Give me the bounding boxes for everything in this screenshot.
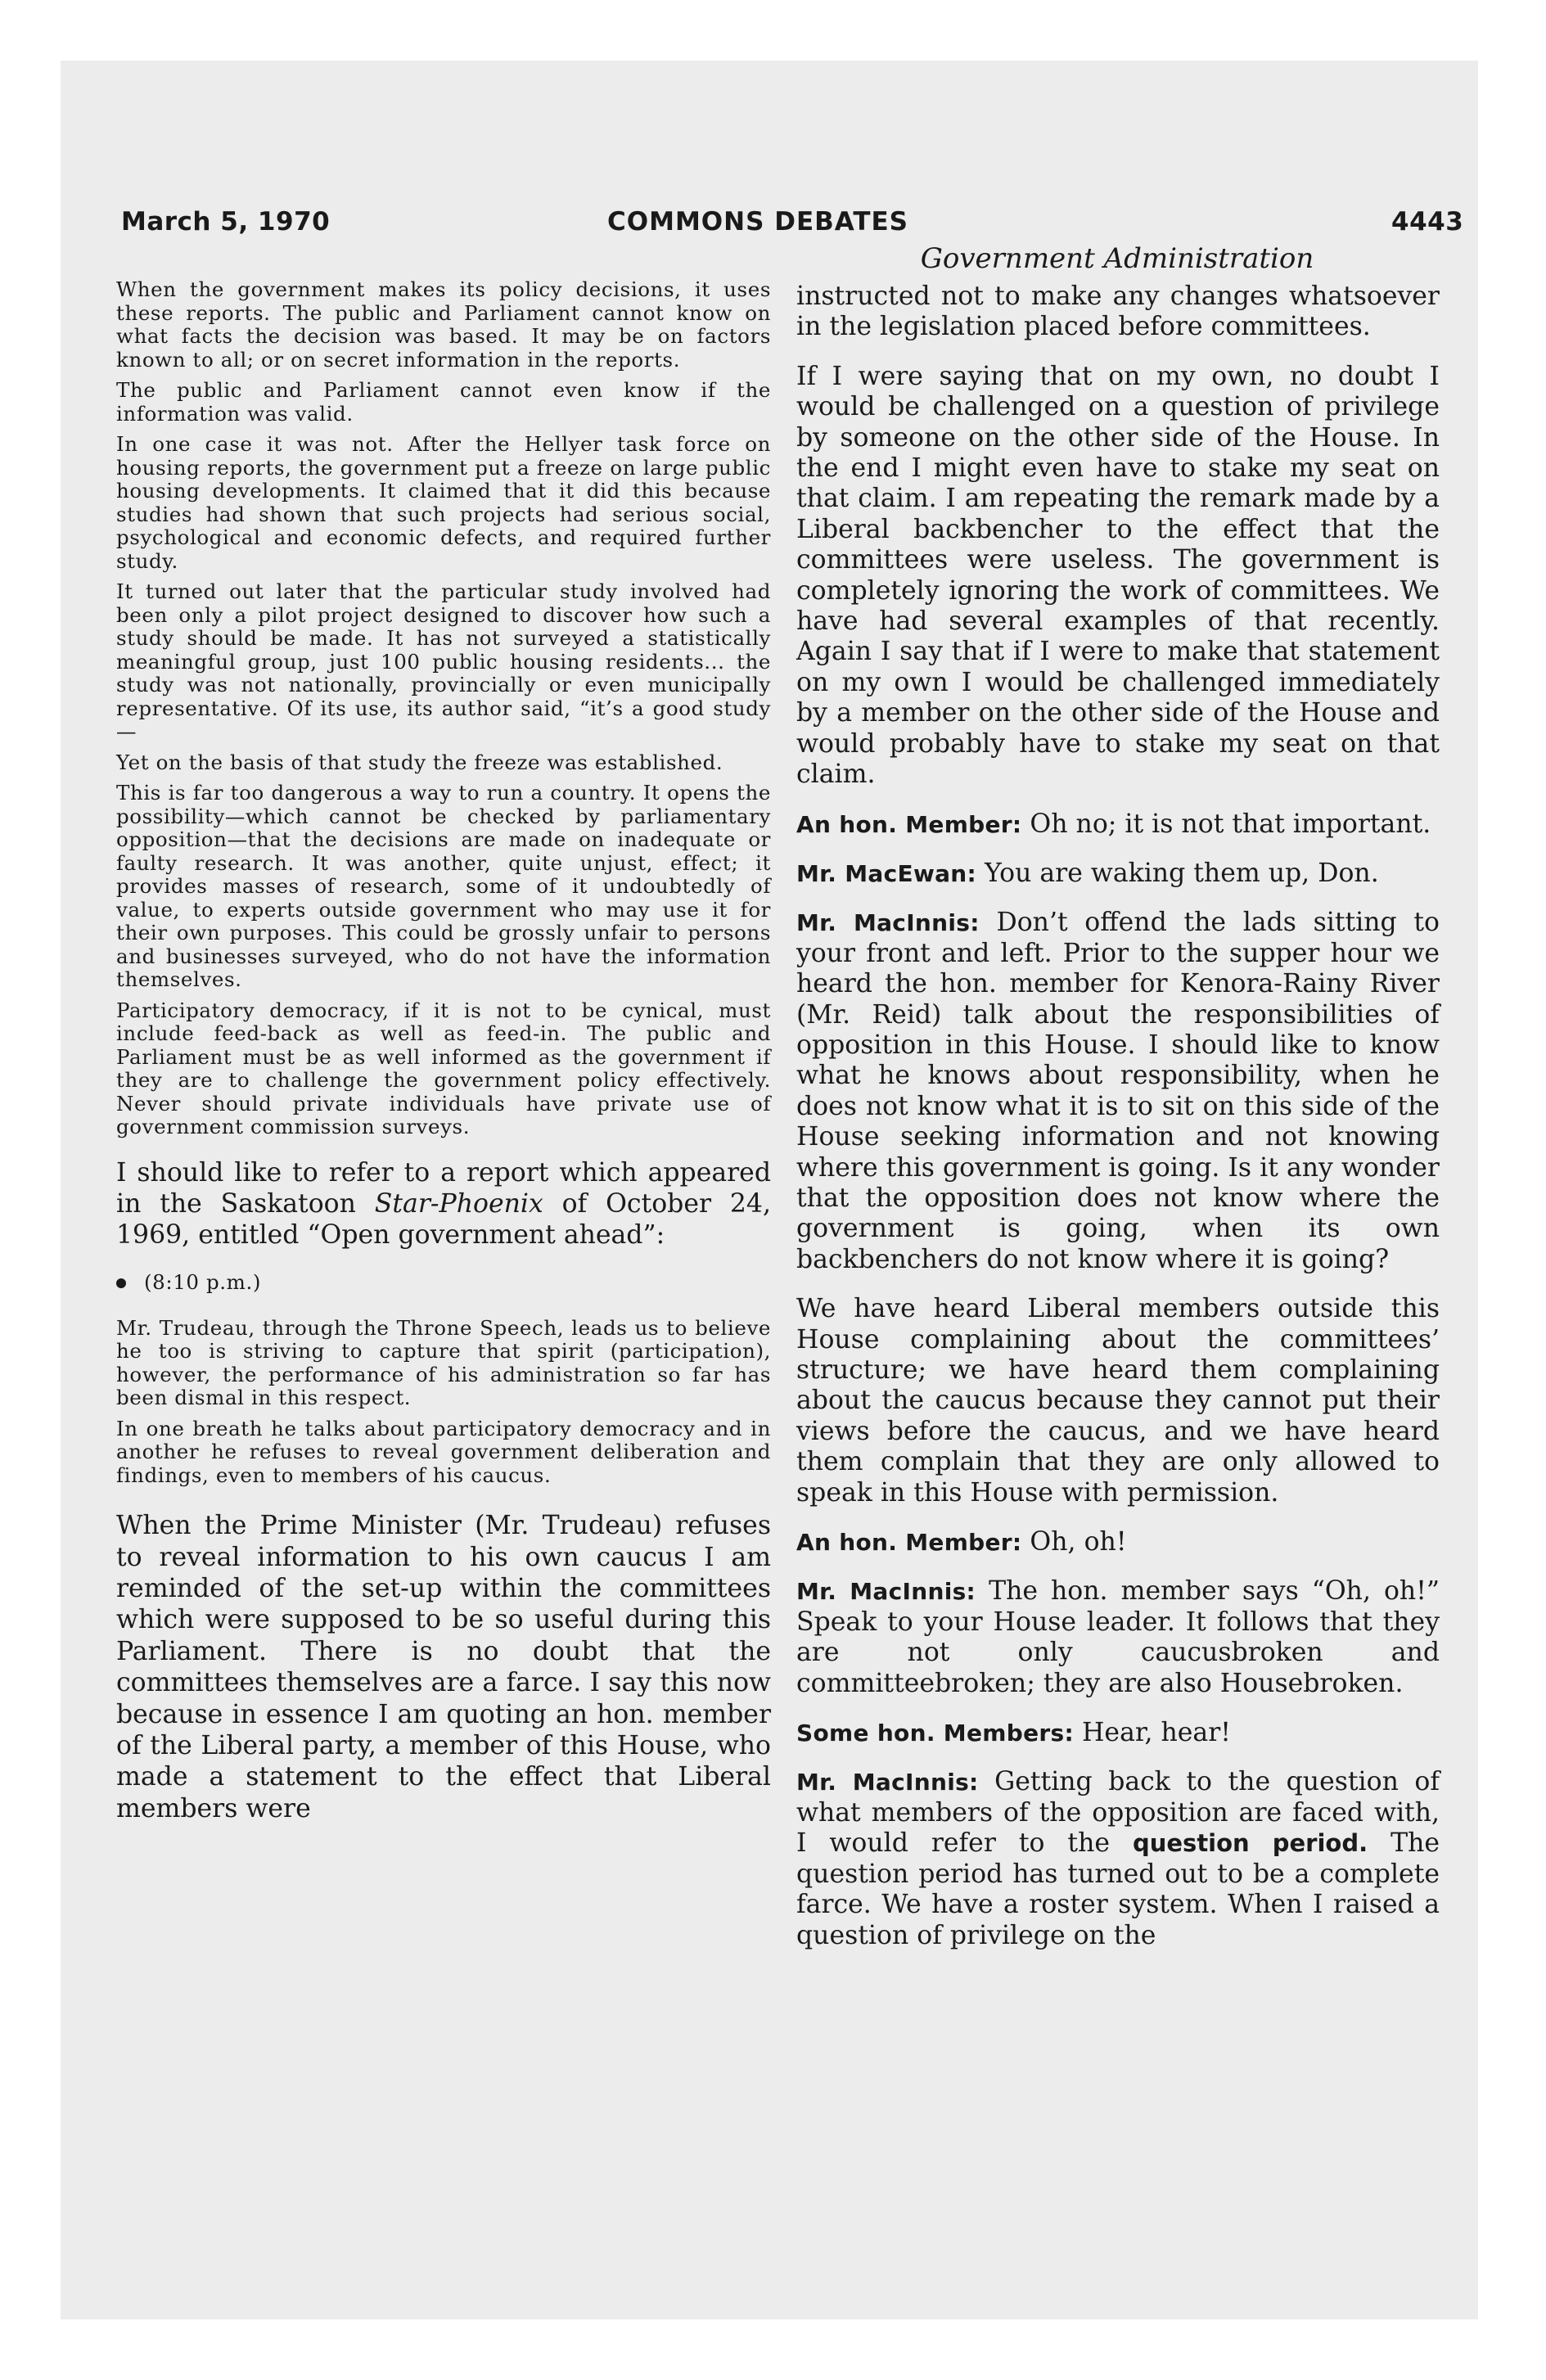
paragraph: Participatory democracy, if it is not to be cynical, must include feed-back as well as feed-in. The public and Parliament must be as well informed as the government if they are to challenge the government policy effectively. Never should private individuals have private use of government commission surveys. xyxy=(116,998,771,1138)
header-date: March 5, 1970 xyxy=(121,207,331,237)
paragraph: Yet on the basis of that study the freeze was established. xyxy=(116,750,723,774)
speech-text: Don’t offend the lads sitting to your front and left. Prior to the supper hour we heard the hon. member for Kenora-Rainy River (Mr. Reid) talk about the responsibilities of opposition in this House. I should like to know what he knows about responsibility, when he does not know what it is to sit on this side of the House seeking information and not knowing where this government is going. Is it any wonder that the opposition does not know where the government is going, when its own backbenchers do not know where it is going? xyxy=(796,908,1440,1274)
speech xyxy=(796,809,1440,840)
speech xyxy=(796,908,1440,1275)
bullet-icon xyxy=(116,1278,126,1288)
text-run: I should like to refer to a report which appeared in the Saskatoon xyxy=(116,1157,771,1219)
newspaper-title: Star-Phoenix xyxy=(374,1188,543,1219)
time-marker-text: (8:10 p.m.) xyxy=(144,1269,262,1294)
speaker-name: Mr. MacInnis: xyxy=(796,1769,979,1796)
speech-text: The hon. member says “Oh, oh!” Speak to your House leader. It follows that they are not only caucusbroken and committeebroken; they are also Housebroken. xyxy=(796,1576,1440,1698)
paragraph: This is far too dangerous a way to run a country. It opens the possibility—which cannot be checked by parliamentary opposition—that the decisions are made on inadequate or faulty research. It was another, quite unjust, effect; it provides masses of research, some of it undoubtedly of value, to experts outside government who may use it for their own purposes. This could be grossly unfair to persons and businesses surveyed, who do not have the information themselves. xyxy=(116,781,771,991)
right-column xyxy=(796,282,1440,1951)
header-title: COMMONS DEBATES xyxy=(607,207,908,237)
paragraph: When the government makes its policy decisions, it uses these reports. The public and Parliament cannot know on what facts the decision was based. It may be on factors known to all; or on secret information in the reports. xyxy=(116,277,771,372)
speech xyxy=(796,1767,1440,1950)
left-column xyxy=(116,278,771,1824)
speech-text: Oh, oh! xyxy=(1021,1527,1127,1557)
speech-text: The question period has turned out to be a complete farce. We have a roster system. When I raised a question of privilege on the xyxy=(796,1828,1440,1950)
paragraph: When the Prime Minister (Mr. Trudeau) refuses to reveal information to his own caucus I am reminded of the set-up within the committees which were supposed to be so useful during this Parliament. There is no doubt that the committees themselves are a farce. I say this now because in essence I am quoting an hon. member of the Liberal party, a member of this House, who made a statement to the effect that Liberal members were xyxy=(116,1511,771,1823)
speech-text: You are waking them up, Don. xyxy=(976,858,1379,888)
speech xyxy=(796,859,1440,889)
speaker-name: An hon. Member: xyxy=(796,810,1022,838)
speaker-name: Mr. MacEwan: xyxy=(796,859,977,887)
running-head: Government Administration xyxy=(920,242,1314,275)
paragraph: In one case it was not. After the Hellyer task force on housing reports, the government put a freeze on large public housing developments. It claimed that it did this because studies had shown that such projects had serious social, psychological and economic defects, and required further study. xyxy=(116,432,771,573)
time-marker xyxy=(116,1271,771,1294)
page-number: 4443 xyxy=(1391,207,1464,237)
paragraph: instructed not to make any changes whatsoever in the legislation placed before committees. xyxy=(796,282,1440,342)
speech xyxy=(796,1527,1440,1557)
paragraph: The public and Parliament cannot even know if the information was valid. xyxy=(116,378,771,426)
speech xyxy=(796,1576,1440,1699)
text-run: of October 24, 1969, entitled “Open government ahead”: xyxy=(116,1188,771,1251)
speaker-name: Mr. MacInnis: xyxy=(796,909,980,937)
paragraph xyxy=(116,1157,771,1251)
paragraph: It turned out later that the particular study involved had been only a pilot project designed to discover how such a study should be made. It has not surveyed a statistically meaningful group, just 100 public housing residents... the study was not nationally, provincially or even municipally representative. Of its use, its author said, “it’s a good study— xyxy=(116,579,771,743)
speaker-name: Some hon. Members: xyxy=(796,1720,1074,1747)
speech-text: Oh no; it is not that important. xyxy=(1021,809,1431,839)
emphasis-text: question period. xyxy=(1132,1829,1368,1858)
speech xyxy=(796,1718,1440,1748)
paragraph: Mr. Trudeau, through the Throne Speech, leads us to believe he too is striving to capture that spirit (participation), however, the performance of his administration so far has been dismal in this respect. xyxy=(116,1315,771,1410)
paragraph: We have heard Liberal members outside this House complaining about the committees’ structure; we have heard them complaining about the caucus because they cannot put their views before the caucus, and we have heard them complain that they are only allowed to speak in this House with permission. xyxy=(796,1294,1440,1508)
speaker-name: An hon. Member: xyxy=(796,1529,1022,1557)
speech-text: Hear, hear! xyxy=(1073,1718,1231,1748)
paragraph: If I were saying that on my own, no doubt I would be challenged on a question of privilege by someone on the other side of the House. In the end I might even have to stake my seat on that claim. I am repeating the remark made by a Liberal backbencher to the effect that the committees were useless. The government is completely ignoring the work of committees. We have had several examples of that recently. Again I say that if I were to make that statement on my own I would be challenged immediately by a member on the other side of the House and would probably have to stake my seat on that claim. xyxy=(796,361,1440,790)
paragraph: In one breath he talks about participatory democracy and in another he refuses to reveal government deliberation and findings, even to members of his caucus. xyxy=(116,1416,771,1487)
speech-text: Getting back to the question of what members of the opposition are faced with, I would refer to the xyxy=(796,1767,1440,1859)
speaker-name: Mr. MacInnis: xyxy=(796,1578,976,1606)
